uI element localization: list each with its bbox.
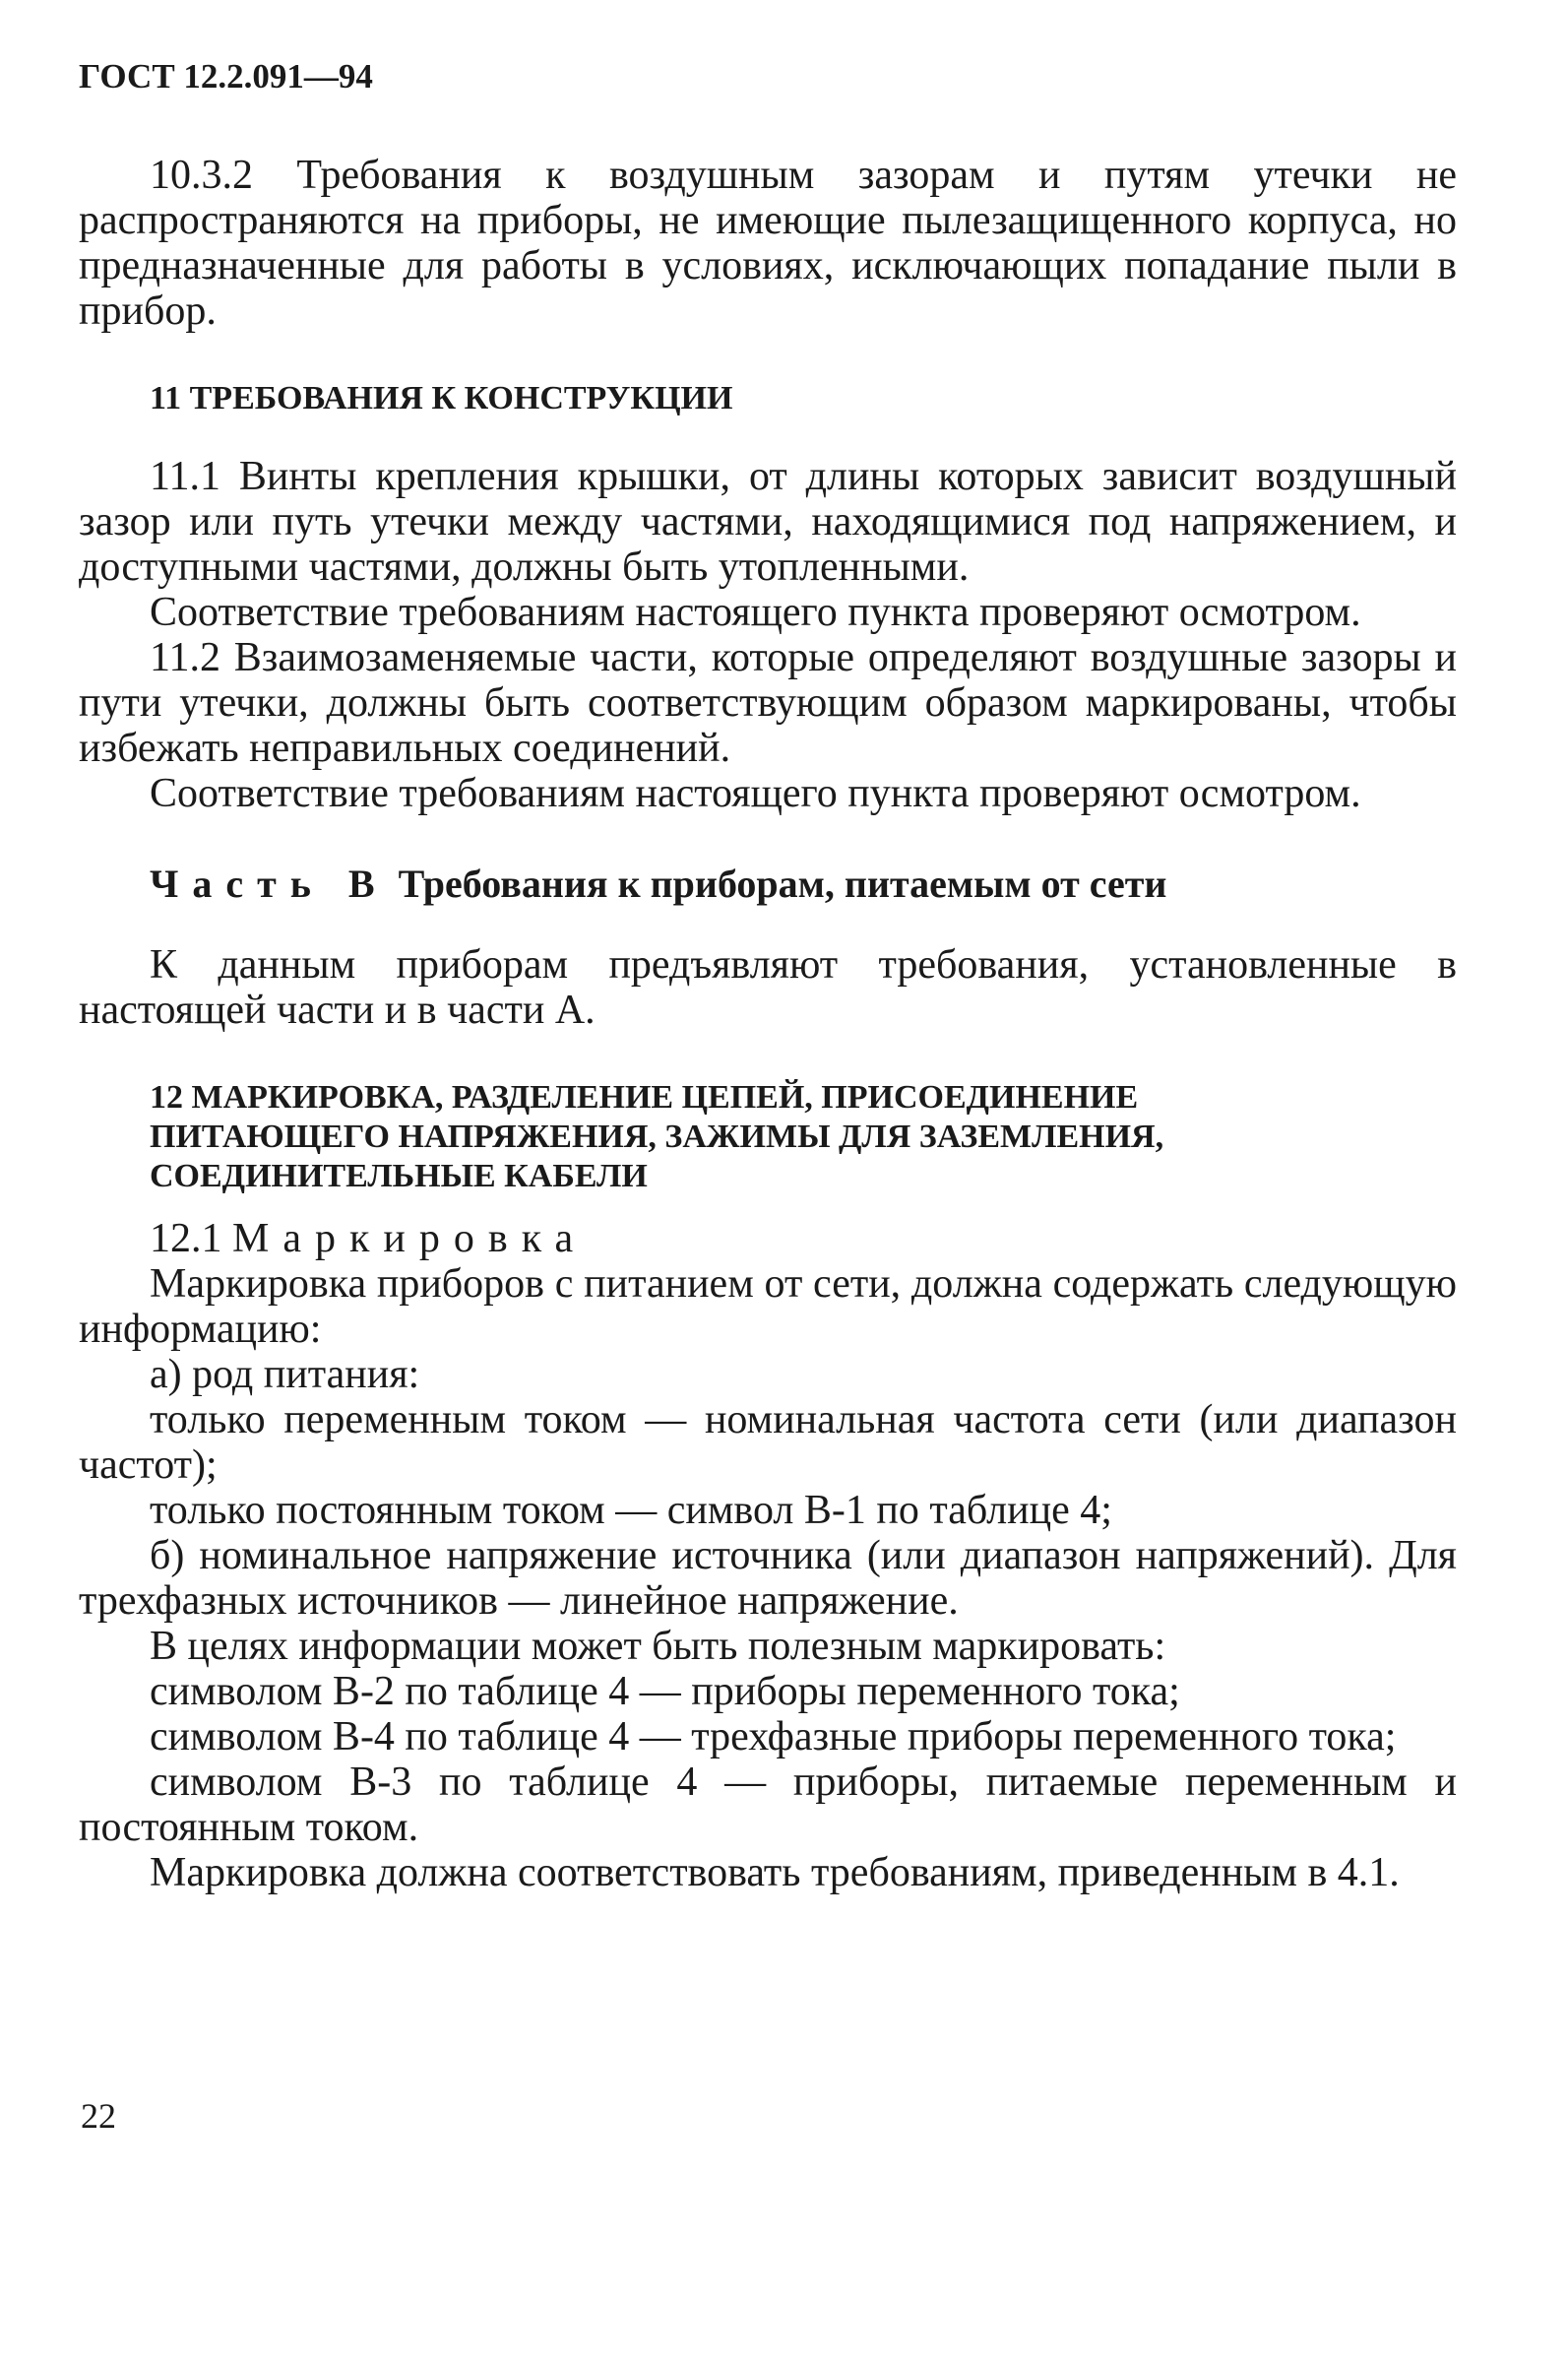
symbol-b4-line: символом В-4 по таблице 4 — трехфазные приборы переменного тока;	[150, 1714, 1397, 1759]
document-page	[79, 59, 1457, 1895]
page-number: 22	[81, 2096, 116, 2136]
paragraph-info: В целях информации может быть полезным маркировать:	[150, 1624, 1166, 1669]
symbol-b3-line: символом В-3 по таблице 4 — приборы, питаемые переменным и постоянным током.	[79, 1759, 1457, 1850]
paragraph-11-1-check: Соответствие требованиям настоящего пункта проверяют осмотром.	[150, 590, 1361, 635]
symbol-b2-line: символом В-2 по таблице 4 — приборы переменного тока;	[150, 1669, 1180, 1714]
list-item-a-1: только переменным током — номинальная частота сети (или диапазон частот);	[79, 1397, 1457, 1488]
paragraph-10-3-2: 10.3.2 Требования к воздушным зазорам и путям утечки не распространяются на приборы, не имеющие пылезащищенного корпуса, но предназначенные для работы в условиях, исключающих попадание пыли в прибор.	[79, 153, 1457, 334]
subsection-12-1-title: Маркировка	[232, 1216, 588, 1261]
section-12-title-line-2: ПИТАЮЩЕГО НАПРЯЖЕНИЯ, ЗАЖИМЫ ДЛЯ ЗАЗЕМЛЕНИЯ,	[150, 1119, 1164, 1155]
section-11-title: 11 ТРЕБОВАНИЯ К КОНСТРУКЦИИ	[150, 380, 733, 416]
subsection-12-1-number: 12.1	[150, 1216, 222, 1261]
document-header: ГОСТ 12.2.091—94	[79, 57, 373, 96]
part-b-heading	[79, 862, 1457, 907]
part-b-title: Требования к приборам, питаемым от сети	[398, 862, 1167, 906]
section-12-title	[79, 1078, 1457, 1196]
list-item-a: а) род питания:	[150, 1352, 420, 1397]
subsection-12-1-heading	[79, 1216, 1457, 1261]
paragraph-12-1-intro: Маркировка приборов с питанием от сети, должна содержать следующую информацию:	[79, 1261, 1457, 1352]
section-12-title-line-1: 12 МАРКИРОВКА, РАЗДЕЛЕНИЕ ЦЕПЕЙ, ПРИСОЕДИНЕНИЕ	[150, 1079, 1139, 1116]
section-12-title-line-3: СОЕДИНИТЕЛЬНЫЕ КАБЕЛИ	[150, 1158, 648, 1194]
paragraph-final: Маркировка должна соответствовать требованиям, приведенным в 4.1.	[150, 1850, 1400, 1895]
paragraph-11-1: 11.1 Винты крепления крышки, от длины которых зависит воздушный зазор или путь утечки между частями, находящимися под напряжением, и доступными частями, должны быть утопленными.	[79, 454, 1457, 590]
part-b-label: Часть В	[150, 862, 389, 906]
paragraph-part-b: К данным приборам предъявляют требования, установленные в настоящей части и в части А.	[79, 942, 1457, 1033]
paragraph-11-2-check: Соответствие требованиям настоящего пункта проверяют осмотром.	[150, 771, 1361, 816]
list-item-a-2: только постоянным током — символ В-1 по таблице 4;	[150, 1488, 1112, 1533]
paragraph-11-2: 11.2 Взаимозаменяемые части, которые определяют воздушные зазоры и пути утечки, должны быть соответствующим образом маркированы, чтобы избежать неправильных соединений.	[79, 635, 1457, 771]
list-item-b: б) номинальное напряжение источника (или диапазон напряжений). Для трехфазных источников — линейное напряжение.	[79, 1533, 1457, 1624]
